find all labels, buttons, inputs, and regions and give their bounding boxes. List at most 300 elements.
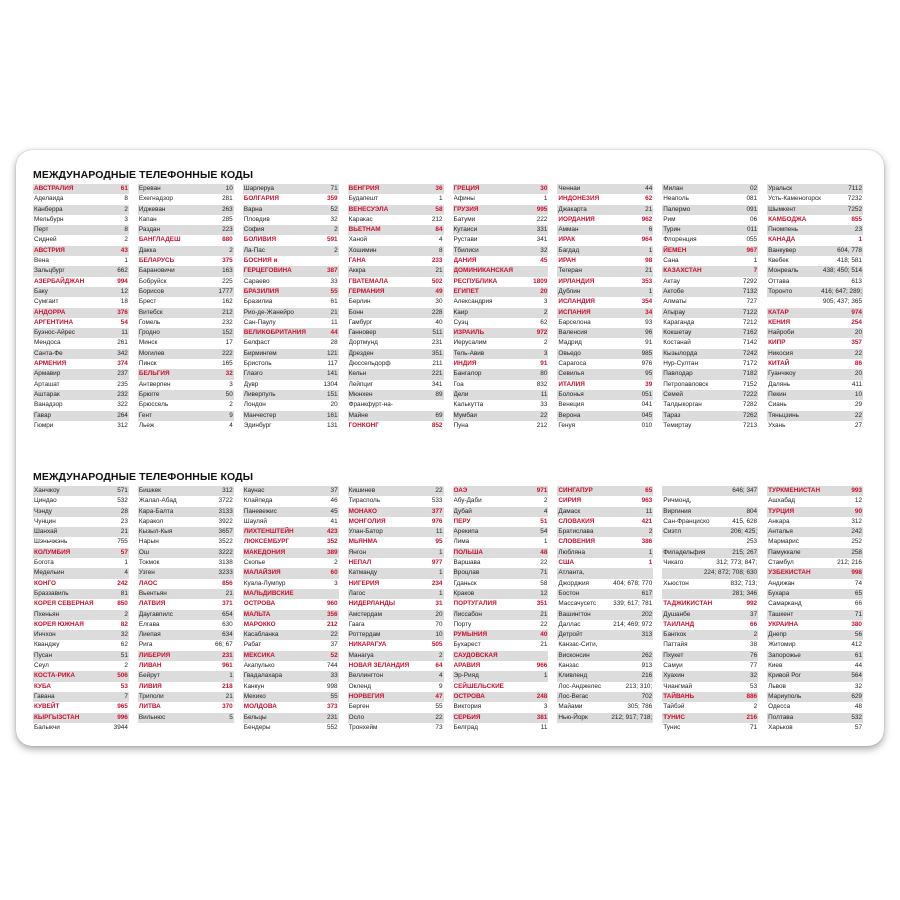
city-row [243,297,339,307]
city-row [243,486,339,496]
dial-code: 30 [540,185,548,192]
dial-code: 55 [330,287,338,295]
country-name: БОЛИВИЯ [243,236,277,244]
city-name: Клайпеда [243,497,273,505]
country-row [557,517,653,527]
city-row [138,411,234,421]
city-row [243,318,339,328]
city-row [453,235,549,245]
city-name: Эр-Рияд [453,672,479,680]
city-name: Ванадзор [34,401,63,409]
dial-code: 2 [124,662,128,670]
code-column [557,184,653,431]
country-row [33,246,129,256]
dial-code: 66 [750,620,758,628]
dial-code: 52 [330,651,338,659]
city-row [138,421,234,431]
country-name: САУДОВСКАЯ [453,651,498,659]
dial-code: 421 [641,517,653,525]
dial-code: 2 [124,205,128,213]
dial-code: 373 [326,703,338,711]
city-row [662,568,758,578]
city-row [453,702,549,712]
city-row [557,610,653,620]
country-row [243,651,339,661]
dial-code: 604, 778 [837,246,862,254]
dial-code: 212 [326,620,338,628]
dial-code: 081 [746,195,758,203]
dial-code: 57 [854,723,862,731]
city-row [243,380,339,390]
city-name: Касабланка [243,631,279,639]
city-name: Канзас-Сити, [558,641,598,649]
city-name: Вьентьян [138,589,167,597]
country-row [767,318,863,328]
city-row [767,589,863,599]
city-name: Петропавловск [663,380,709,388]
city-row [557,630,653,640]
country-name: МАКЕДОНИЯ [243,548,286,556]
dial-code: 216 [641,672,653,680]
city-name: Гвадалахара [243,672,283,680]
dial-code: 7152 [742,380,758,388]
dial-code: 998 [326,682,338,690]
city-name: Чэнду [34,507,52,515]
city-row [138,620,234,630]
dial-code: 055 [746,236,758,244]
city-row [453,527,549,537]
city-row [348,527,444,537]
country-name: КОРЕЯ ЮЖНАЯ [34,620,84,628]
city-row [243,630,339,640]
city-row [662,194,758,204]
dial-code: 71 [750,723,758,731]
dial-code: 51 [120,651,128,659]
city-row [662,411,758,421]
city-row [767,400,863,410]
city-name: Краков [453,589,475,597]
city-row [33,486,129,496]
dial-code: 312 [222,487,233,494]
country-name: БОСНИЯ и [243,257,278,265]
city-name: Витебск [138,308,163,316]
city-row [348,246,444,256]
city-row [348,369,444,379]
city-name: Сарагоса [558,360,587,368]
country-name: КЫРГЫЗСТАН [34,713,80,721]
city-name: Днепр [768,631,787,639]
section-title: МЕЖДУНАРОДНЫЕ ТЕЛЕФОННЫЕ КОДЫ [33,169,254,181]
city-name: Льеж [138,421,155,429]
dial-code: 886 [746,692,758,700]
country-row [348,692,444,702]
dial-code: 96 [645,329,653,337]
city-name: Эдинбург [243,421,272,429]
dial-code: 1304 [323,380,338,388]
dial-code: 22 [330,631,338,639]
city-row [33,610,129,620]
city-name: Санта-Фе [34,349,63,357]
city-row [767,246,863,256]
city-name: Тирасполь [348,497,381,505]
city-name: Генуя [558,421,576,429]
dial-code: 404; 678; 770 [613,579,653,587]
dial-code: 629 [851,692,862,700]
country-row [33,671,129,681]
dial-code: 4 [124,569,128,577]
country-name: МАЛЬТА [243,610,271,618]
country-row [243,620,339,630]
city-name: Флоренция [663,236,697,244]
country-name: ОАЭ [453,487,468,494]
city-name: Медельин [34,569,65,577]
city-row [33,507,129,517]
city-row [662,235,758,245]
country-row [138,651,234,661]
city-name: Сан-Паулу [243,318,276,326]
dial-code: 165 [222,360,233,368]
dial-code: 976 [641,360,653,368]
city-name: Бухарест [453,641,481,649]
city-row [33,328,129,338]
city-row [243,400,339,410]
city-row [348,380,444,390]
dial-code: 20 [330,401,338,409]
city-name: Лейпциг [348,380,373,388]
dial-code: 54 [120,318,128,326]
city-row [767,630,863,640]
city-name: Гаага [348,620,365,628]
dial-code: 1 [438,548,443,556]
city-name: Хуахин [663,672,685,680]
country-name: ЛИВИЯ [138,682,162,690]
country-row [348,537,444,547]
city-row [138,338,234,348]
dial-code: 305; 786 [627,703,653,711]
city-row [138,205,234,215]
country-name: ЛАОС [138,579,158,587]
city-row [453,671,549,681]
dial-code: 9 [229,411,233,419]
city-name: Жалал-Абад [138,497,177,505]
country-name: НИГЕРИЯ [348,579,380,587]
country-name: КИПР [768,339,786,347]
city-row [453,380,549,390]
city-row [662,640,758,650]
country-name: ПОЛЬША [453,548,484,556]
code-column [33,486,129,733]
country-row [243,256,339,266]
country-name: МОЛДОВА [243,703,277,711]
country-name: АВСТРАЛИЯ [34,185,74,192]
dial-code: 511 [432,329,443,337]
country-name: КУВЕЙТ [34,703,60,711]
dial-code: 7182 [742,370,758,378]
dial-code: 58 [540,579,548,587]
city-row [33,537,129,547]
country-name: НИДЕРЛАНДЫ [348,600,396,608]
city-row [138,328,234,338]
city-row [348,400,444,410]
city-row [453,215,549,225]
code-column [33,184,129,431]
city-name: Лима [453,538,470,546]
dial-code: 3944 [113,723,128,731]
dial-code: 233 [431,257,443,265]
city-row [348,338,444,348]
city-name: Абу-Даби [453,497,482,505]
city-name: Белфаст [243,339,270,347]
dial-code: 222 [222,349,233,357]
city-name: Хошимин [348,246,377,254]
city-row [767,640,863,650]
dial-code: 33 [540,401,548,409]
dial-code: 2 [543,308,548,316]
city-name: Кызыл-Кыя [138,528,173,536]
dial-code: 351 [536,600,548,608]
country-name: ИСЛАНДИЯ [558,298,595,306]
dial-code: 285 [222,215,233,223]
city-name: Акапулько [243,662,275,670]
country-row [662,266,758,276]
city-row [243,507,339,517]
city-name: Памуккале [768,548,801,556]
city-row [33,661,129,671]
country-name: МАЛАЙЗИЯ [243,569,281,577]
dial-code: 11 [121,329,128,337]
dial-code: 22 [540,559,548,567]
dial-code: 7252 [847,205,862,213]
city-name: Дублин [558,287,581,295]
city-name: Буэнос-Айрес [34,329,75,337]
city-name: Квебек [768,257,789,265]
country-name: НЕПАЛ [348,559,372,567]
dial-code: 86 [854,360,862,368]
dial-code: 242 [851,528,862,536]
city-name: Аделаида [34,195,64,203]
city-row [453,507,549,517]
city-name: Берген [348,703,370,711]
city-name: Атланта, [558,569,585,577]
city-name: Дели [453,390,469,398]
city-row [557,369,653,379]
country-row [33,548,129,558]
country-row [243,589,339,599]
dial-code: 3133 [218,507,233,515]
city-row [557,349,653,359]
city-row [453,400,549,410]
country-row [243,599,339,609]
country-row [348,507,444,517]
city-row [138,548,234,558]
city-row [767,256,863,266]
dial-code: 3 [543,349,548,357]
city-row [662,630,758,640]
city-name: Актау [663,277,680,285]
city-row [453,568,549,578]
dial-code: 371 [222,600,233,608]
city-row [453,225,549,235]
country-name: МЕКСИКА [243,651,275,659]
city-row [243,496,339,506]
city-name: Барселона [558,318,591,326]
city-name: Сиэтл [663,528,682,536]
dial-code: 206; 425; [730,528,758,536]
city-row [662,548,758,558]
dial-code: 51 [540,517,548,525]
dial-code: 976 [431,517,443,525]
city-row [348,215,444,225]
country-row [243,266,339,276]
dial-code: 11 [330,318,338,326]
city-name: Раздан [138,226,161,234]
city-name: Рустави [453,236,478,244]
city-row [33,568,129,578]
dial-code: 7232 [847,195,862,203]
city-row [138,266,234,276]
dial-code: 051 [641,390,653,398]
dial-code: 95 [645,370,653,378]
dial-code: 5 [229,713,233,721]
country-name: СИРИЯ [558,497,582,505]
city-name: Андижан [768,579,795,587]
city-name: Канзас [558,662,579,670]
city-name: Паттайя [663,641,688,649]
dial-code: 37 [330,487,338,494]
dial-code: 727 [746,298,758,306]
dial-code: 998 [851,569,862,577]
city-name: Гданьск [453,579,477,587]
dial-code: 163 [222,267,233,275]
country-row [243,235,339,245]
dial-code: 47 [435,692,443,700]
dial-code: 40 [435,318,443,326]
city-name: Циндао [34,497,57,505]
country-name: АВСТРИЯ [34,246,65,254]
city-name: Кара-Балта [138,507,174,515]
dial-code: 376 [117,308,128,316]
dial-code: 532 [117,497,128,505]
city-name: Шанхай [34,528,58,536]
dial-code: 213; 310; [625,682,653,690]
city-name: Бангалор [453,370,482,378]
dial-code: 662 [117,267,128,275]
dial-code: 21 [645,205,653,213]
dial-code: 12 [854,497,862,505]
city-row [557,246,653,256]
city-name: Нарын [138,538,159,546]
dial-code: 20 [854,370,862,378]
city-row [557,328,653,338]
country-row [767,235,863,245]
dial-code: 261 [117,339,128,347]
country-name: ИТАЛИЯ [558,380,585,388]
dial-code: 32 [120,631,128,639]
dial-code: 234 [431,579,443,587]
country-row [348,256,444,266]
country-row [33,318,129,328]
dial-code: 37 [750,610,758,618]
country-name: КОЛУМБИЯ [34,548,71,556]
dial-code: 041 [641,401,653,409]
dial-code: 281 [222,195,233,203]
country-row [557,277,653,287]
dial-code: 964 [641,236,653,244]
dial-code: 7292 [742,277,758,285]
city-name: Пуна [453,421,469,429]
city-row [138,380,234,390]
dial-code: 22 [540,411,548,419]
dial-code: 1 [124,559,128,567]
city-name: Ханчжоу [34,487,60,494]
dial-code: 7132 [742,287,758,295]
city-row [243,671,339,681]
dial-code: 46 [330,497,338,505]
city-name: Вашингтон [558,610,591,618]
dial-code: 22 [854,411,862,419]
city-name: Запорожье [768,651,801,659]
dial-code: 10 [435,631,443,639]
country-row [767,620,863,630]
country-row [557,194,653,204]
city-row [33,256,129,266]
dial-code: 131 [326,421,338,429]
city-name: Антверпен [138,380,171,388]
dial-code: 121 [326,349,338,357]
dial-code: 212; 917; 718; [611,713,653,721]
city-row [348,266,444,276]
city-name: Каракас [348,215,373,223]
code-column [767,486,863,733]
dial-code: 993 [851,487,862,494]
city-row [662,369,758,379]
city-name: Виктория [453,703,482,711]
dial-code: 591 [326,236,338,244]
city-row [767,517,863,527]
city-row [662,517,758,527]
city-name: Лос-Вегас [558,692,589,700]
dial-code: 961 [222,662,233,670]
city-name: Анталья [768,528,793,536]
city-name: Актобе [663,287,684,295]
country-name: СЕРБИЯ [453,713,481,721]
dial-code: 235 [117,380,128,388]
dial-code: 76 [750,651,758,659]
country-name: КЕНИЯ [768,318,791,326]
dial-code: 31 [435,600,443,608]
city-name: Милан [663,185,683,192]
city-row [662,390,758,400]
country-name: КАМБОДЖА [768,215,807,223]
dial-code: 506 [117,672,128,680]
dial-code: 850 [117,600,128,608]
city-row [33,517,129,527]
country-name: МОНГОЛИЯ [348,517,386,525]
city-row [243,246,339,256]
country-row [243,610,339,620]
dial-code: 21 [225,692,233,700]
dial-code: 7212 [742,318,758,326]
city-name: Детройт [558,631,583,639]
city-name: Мельбурн [34,215,64,223]
city-name: Самарканд [768,600,802,608]
dial-code: 30 [435,298,443,306]
city-row [662,400,758,410]
dial-code: 264 [117,411,128,419]
dial-code: 381 [536,713,548,721]
dial-code: 356 [326,610,338,618]
dial-code: 702 [641,692,653,700]
